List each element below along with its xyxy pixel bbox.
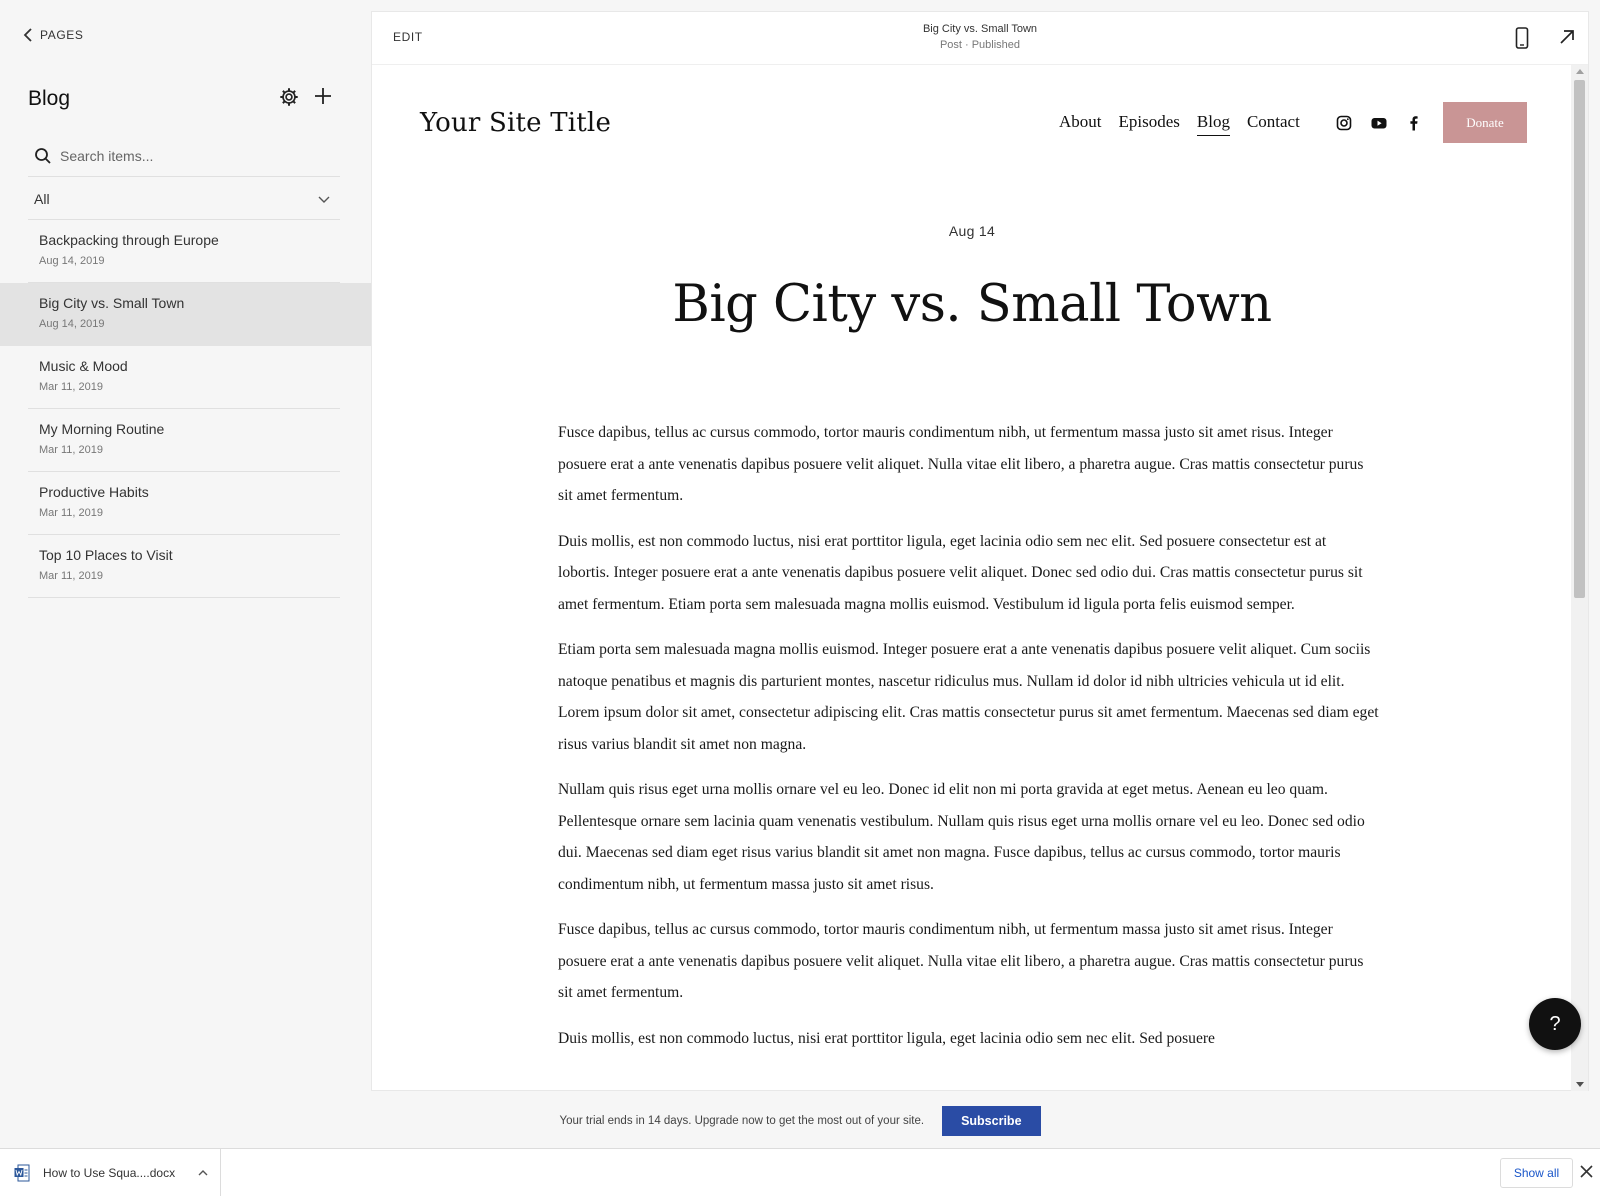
site-preview xyxy=(372,65,1572,1091)
filter-label: All xyxy=(34,190,50,207)
item-date: Aug 14, 2019 xyxy=(39,255,105,267)
site-title[interactable]: Your Site Title xyxy=(420,108,612,138)
close-icon[interactable] xyxy=(1580,1165,1593,1178)
search-icon xyxy=(34,147,52,165)
mobile-preview-icon[interactable] xyxy=(1515,27,1529,49)
download-item[interactable] xyxy=(0,1149,221,1196)
item-date: Mar 11, 2019 xyxy=(39,570,104,582)
post-paragraph: Fusce dapibus, tellus ac cursus commodo, tortor mauris condimentum nibh, ut fermentum massa justo sit amet risus. Integer posuere erat a ante venenatis dapibus posuere velit aliquet. Nulla vitae elit libero, a pharetra augue. Cras mattis consectetur purus sit amet fermentum. xyxy=(558,921,1364,1001)
item-title: Productive Habits xyxy=(39,484,149,500)
subscribe-button[interactable]: Subscribe xyxy=(942,1106,1040,1136)
trial-message: Your trial ends in 14 days. Upgrade now to get the most out of your site. xyxy=(559,1115,925,1127)
add-item-icon[interactable] xyxy=(312,85,334,107)
preview-frame xyxy=(371,11,1589,1091)
list-item[interactable] xyxy=(0,535,371,598)
post-paragraph: Nullam quis risus eget urna mollis ornare vel eu leo. Donec id elit non mi porta gravida at eget metus. Aenean eu leo quam. Pellentesque ornare sem lacinia quam venenatis vestibulum. Nullam quis risus eget urna mollis ornare vel eu leo. Donec sed odio dui. Maecenas sed diam eget risus varius blandit sit amet non magna. Fusce dapibus, tellus ac cursus commodo, tortor mauris condimentum nibh, ut fermentum massa justo sit amet risus. xyxy=(558,781,1365,893)
help-button[interactable]: ? xyxy=(1529,998,1581,1050)
nav-blog[interactable]: Blog xyxy=(1197,112,1230,136)
preview-topbar xyxy=(372,12,1588,65)
scroll-down-arrow[interactable] xyxy=(1576,1082,1584,1087)
filter-dropdown[interactable] xyxy=(28,178,340,220)
chevron-left-icon xyxy=(22,28,34,42)
instagram-icon[interactable] xyxy=(1336,115,1352,131)
nav-contact[interactable]: Contact xyxy=(1246,112,1300,131)
chevron-down-icon xyxy=(318,193,330,205)
scrollbar-thumb[interactable] xyxy=(1574,80,1585,598)
post-paragraph: Etiam porta sem malesuada magna mollis euismod. Integer posuere erat a ante venenatis dapibus posuere velit aliquet. Cum sociis natoque penatibus et magnis dis parturient montes, nascetur ridiculus mus. Nullam id dolor id nibh ultricies vehicula ut id elit. Lorem ipsum dolor sit amet, consectetur adipiscing elit. Cras mattis consectetur purus sit amet fermentum. Maecenas sed diam eget risus varius blandit sit amet non magna. xyxy=(558,641,1379,753)
list-item[interactable] xyxy=(0,409,371,472)
search-input[interactable] xyxy=(60,148,320,164)
site-nav xyxy=(1059,112,1300,136)
item-title: Backpacking through Europe xyxy=(39,232,219,248)
page-title: Big City vs. Small Town xyxy=(922,23,1038,35)
list-item[interactable] xyxy=(0,220,371,283)
item-title: Music & Mood xyxy=(39,358,128,374)
donate-button[interactable]: Donate xyxy=(1443,102,1527,143)
sidebar-title: Blog xyxy=(28,87,71,110)
page-status: Post · Published xyxy=(939,39,1021,51)
item-date: Mar 11, 2019 xyxy=(39,507,104,519)
list-item[interactable] xyxy=(0,346,371,409)
item-title: My Morning Routine xyxy=(39,421,165,437)
post-paragraph: Duis mollis, est non commodo luctus, nisi erat porttitor ligula, eget lacinia odio sem nec elit. Sed posuere consectetur est at lobortis. Integer posuere erat a ante venenatis dapibus posuere velit aliquet. Donec sed odio dui. Cras mattis consectetur purus sit amet fermentum. Etiam porta sem malesuada magna mollis euismod. Vestibulum id ligula porta felis euismod semper. xyxy=(558,532,1363,613)
facebook-icon[interactable] xyxy=(1406,115,1422,131)
search-box xyxy=(28,135,340,177)
post-date: Aug 14 xyxy=(948,223,996,239)
scrollbar[interactable] xyxy=(1571,65,1588,1091)
sidebar xyxy=(0,0,371,1095)
download-file-name: How to Use Squa....docx xyxy=(43,1166,176,1180)
item-date: Mar 11, 2019 xyxy=(39,381,104,393)
open-external-icon[interactable] xyxy=(1558,28,1576,46)
nav-episodes[interactable]: Episodes xyxy=(1118,112,1180,131)
blog-item-list xyxy=(0,220,371,598)
show-all-button[interactable]: Show all xyxy=(1500,1158,1573,1188)
youtube-icon[interactable] xyxy=(1371,115,1387,131)
list-item[interactable] xyxy=(0,472,371,535)
list-item-selected[interactable] xyxy=(0,283,371,346)
item-date: Aug 14, 2019 xyxy=(39,318,105,330)
item-title: Big City vs. Small Town xyxy=(39,295,185,311)
chevron-up-icon[interactable] xyxy=(197,1167,209,1179)
back-label: PAGES xyxy=(40,28,84,42)
post-title: Big City vs. Small Town xyxy=(672,275,1272,334)
page-info xyxy=(372,23,1588,51)
post-paragraph: Duis mollis, est non commodo luctus, nisi erat porttitor ligula, eget lacinia odio sem nec elit. Sed posuere xyxy=(558,1029,1215,1047)
item-date: Mar 11, 2019 xyxy=(39,444,104,456)
item-title: Top 10 Places to Visit xyxy=(39,547,173,563)
back-to-pages-link[interactable] xyxy=(22,28,83,42)
gear-icon[interactable] xyxy=(278,86,300,108)
edit-button[interactable]: EDIT xyxy=(393,30,423,44)
trial-banner xyxy=(0,1101,1600,1141)
downloads-bar xyxy=(0,1148,1600,1196)
nav-about[interactable]: About xyxy=(1059,112,1102,131)
post-paragraph: Fusce dapibus, tellus ac cursus commodo, tortor mauris condimentum nibh, ut fermentum massa justo sit amet risus. Integer posuere erat a ante venenatis dapibus posuere velit aliquet. Nulla vitae elit libero, a pharetra augue. Cras mattis consectetur purus sit amet fermentum. xyxy=(558,424,1364,504)
scroll-up-arrow[interactable] xyxy=(1576,69,1584,74)
word-document-icon xyxy=(14,1164,30,1182)
post-body xyxy=(558,417,1380,1068)
